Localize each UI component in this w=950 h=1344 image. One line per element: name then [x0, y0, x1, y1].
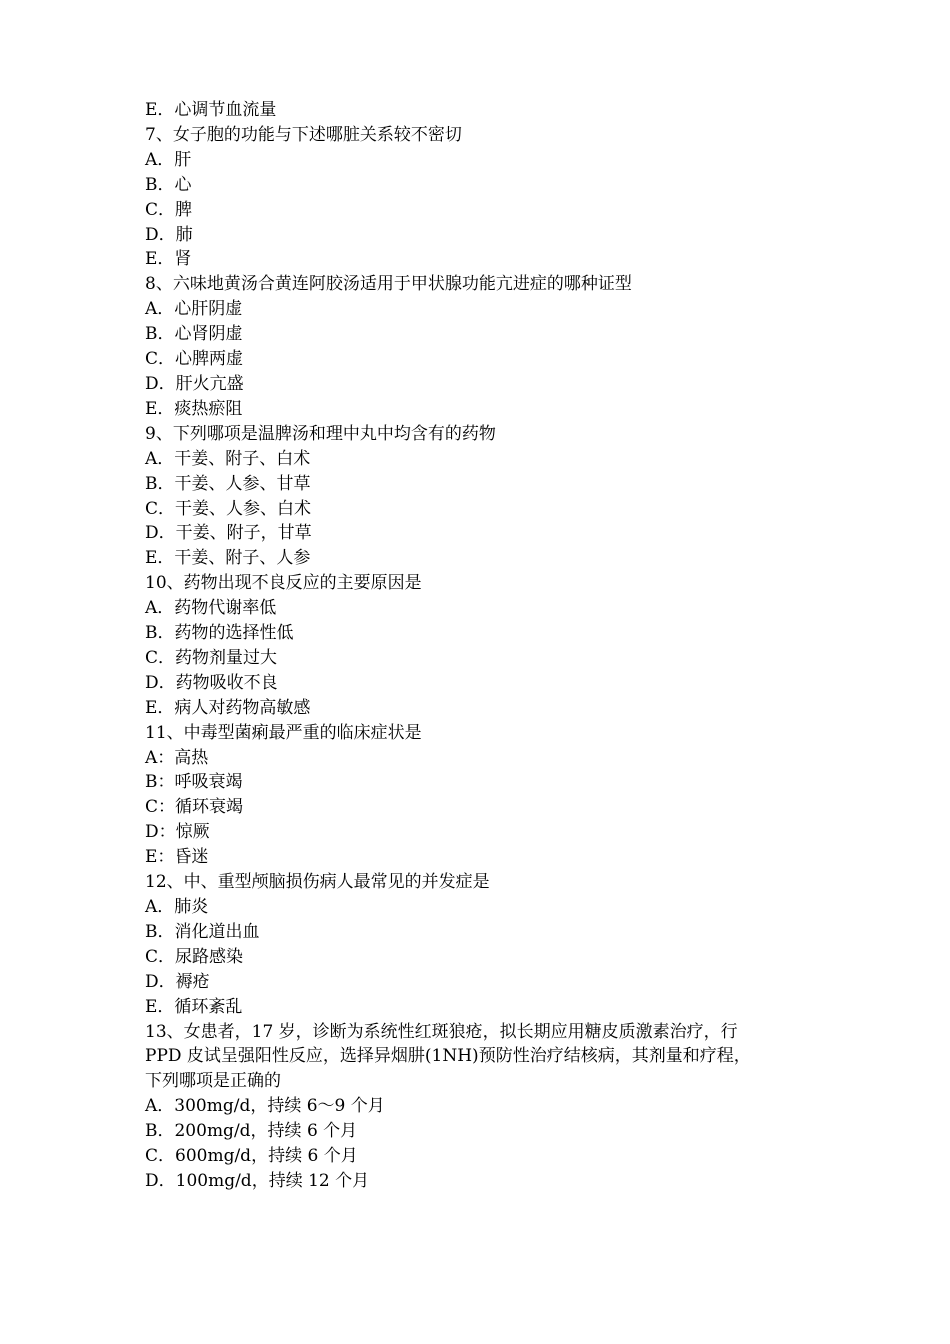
question-text: 9、下列哪项是温脾汤和理中丸中均含有的药物 — [145, 423, 496, 444]
answer-option: A．药物代谢率低 — [145, 598, 277, 619]
document-body — [145, 98, 810, 1194]
answer-option: E．病人对药物高敏感 — [145, 697, 311, 718]
answer-option: C．心脾两虚 — [145, 349, 244, 370]
answer-option: A．肝 — [145, 149, 192, 170]
question-text: 7、女子胞的功能与下述哪脏关系较不密切 — [145, 124, 462, 145]
answer-option: E．痰热瘀阻 — [145, 398, 243, 419]
answer-option: D．100mg/d，持续 12 个月 — [145, 1170, 370, 1191]
answer-option: D．褥疮 — [145, 971, 210, 992]
answer-option: E．循环紊乱 — [145, 996, 243, 1017]
answer-option: B．200mg/d，持续 6 个月 — [145, 1121, 358, 1142]
answer-option: D．干姜、附子，甘草 — [145, 523, 312, 544]
answer-option: A．肺炎 — [145, 897, 209, 917]
answer-option: B：呼吸衰竭 — [145, 772, 243, 793]
answer-option: A：高热 — [145, 747, 209, 768]
answer-option: C．干姜、人参、白术 — [145, 498, 312, 519]
answer-option: B．心肾阴虚 — [145, 324, 243, 345]
answer-option: B．心 — [145, 174, 192, 195]
answer-option: A．干姜、附子、白术 — [145, 448, 311, 469]
answer-option: C．脾 — [145, 199, 193, 220]
answer-option: C．尿路感染 — [145, 946, 244, 967]
answer-option: D．肺 — [145, 224, 193, 245]
answer-option: D：惊厥 — [145, 822, 210, 843]
answer-option: D．药物吸收不良 — [145, 672, 278, 693]
answer-option: C：循环衰竭 — [145, 797, 244, 818]
answer-option: E：昏迷 — [145, 847, 209, 868]
answer-option: B．消化道出血 — [145, 921, 260, 942]
answer-option: E．干姜、附子、人参 — [145, 548, 311, 569]
question-text: 13、女患者，17 岁，诊断为系统性红斑狼疮，拟长期应用糖皮质激素治疗，行 — [145, 1021, 738, 1042]
question-text: PPD 皮试呈强阳性反应，选择异烟肼(1NH)预防性治疗结核病，其剂量和疗程， — [145, 1046, 751, 1067]
answer-option: C．药物剂量过大 — [145, 647, 278, 668]
question-text: 11、中毒型菌痢最严重的临床症状是 — [145, 722, 422, 743]
answer-option: C．600mg/d，持续 6 个月 — [145, 1146, 358, 1167]
question-text: 12、中、重型颅脑损伤病人最常见的并发症是 — [145, 872, 490, 893]
answer-option: B．干姜、人参、甘草 — [145, 473, 311, 494]
answer-option: B．药物的选择性低 — [145, 623, 294, 644]
answer-option: A．300mg/d，持续 6～9 个月 — [145, 1096, 385, 1117]
answer-option: E．肾 — [145, 249, 192, 270]
answer-option: E．心调节血流量 — [145, 100, 277, 120]
answer-option: D．肝火亢盛 — [145, 373, 244, 394]
question-text: 8、六味地黄汤合黄连阿胶汤适用于甲状腺功能亢进症的哪种证型 — [145, 274, 632, 295]
question-text: 下列哪项是正确的 — [145, 1071, 281, 1092]
answer-option: A．心肝阴虚 — [145, 299, 243, 320]
question-text: 10、药物出现不良反应的主要原因是 — [145, 573, 422, 594]
